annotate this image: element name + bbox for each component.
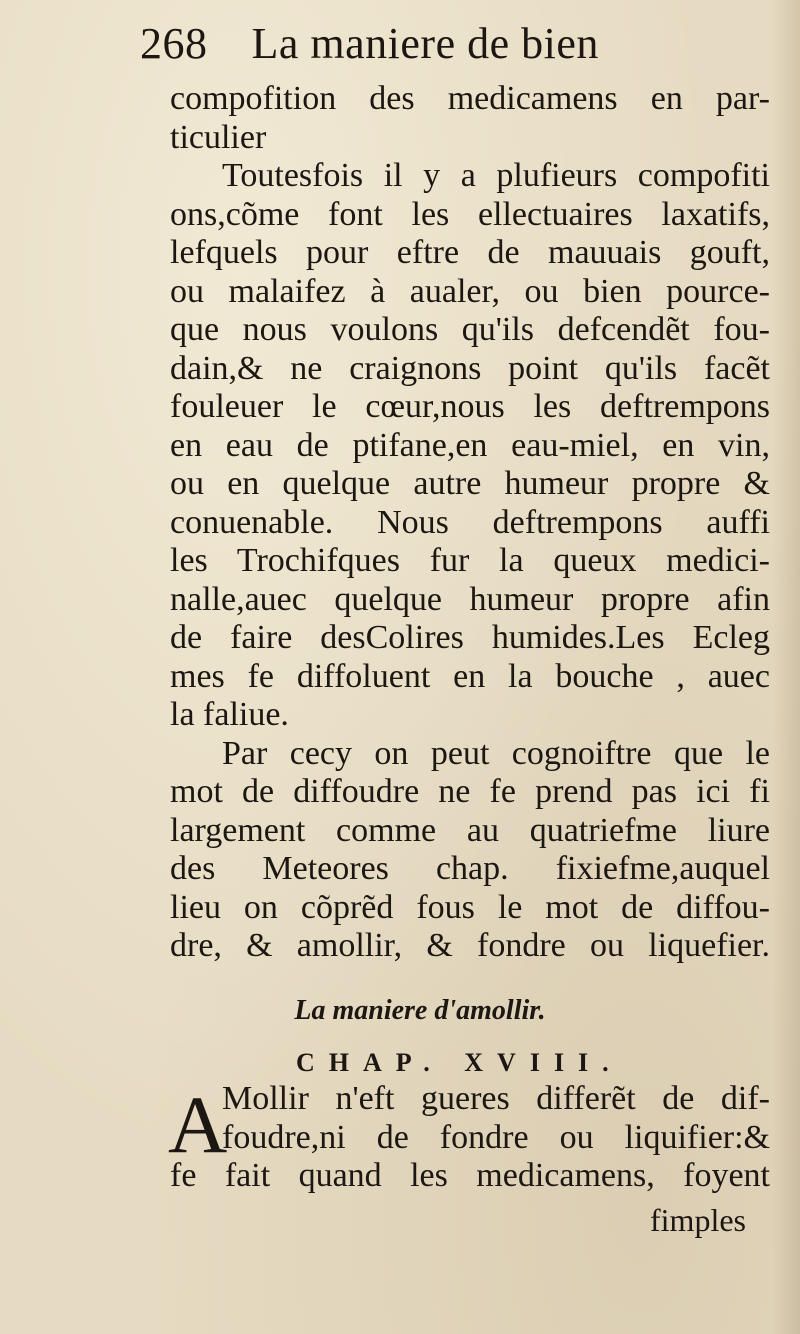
text-line: mes fe diffoluent en la bouche , auec xyxy=(170,657,770,695)
text-line: lieu on cõprẽd fous le mot de diffou- xyxy=(170,888,770,926)
text-line: que nous voulons qu'ils defcendẽt fou- xyxy=(170,311,770,348)
text-line: ou en quelque autre humeur propre & xyxy=(170,465,770,502)
text-line: de faire desColires humides.Les Ecleg xyxy=(170,619,770,656)
chapter-heading: CHAP. XVIII. xyxy=(296,1048,623,1077)
text-line: fouleuer le cœur,nous les deftrempons xyxy=(170,388,770,425)
text-line: en eau de ptifane,en eau-miel, en vin, xyxy=(170,426,770,464)
section-title xyxy=(0,995,800,1027)
text-line: Par cecy on peut cognoiftre que le xyxy=(222,734,770,772)
drop-cap: A xyxy=(168,1079,228,1170)
catchword: fimples xyxy=(650,1202,746,1238)
text-line: fe fait quand les medicamens, foyent xyxy=(170,1157,770,1194)
text-line: foudre,ni de fondre ou liquifier:& xyxy=(222,1118,770,1156)
text-line: les Trochifques fur la queux medici- xyxy=(170,542,770,579)
text-line: ons,cõme font les ellectuaires laxatifs, xyxy=(170,195,770,233)
page-number: 268 xyxy=(140,19,208,68)
text-line: dre, & amollir, & fondre ou liquefier. xyxy=(170,927,770,964)
text-line: ticulier xyxy=(170,118,267,156)
running-title: La maniere de bien xyxy=(251,19,599,68)
text-line: la faliue. xyxy=(170,696,289,733)
text-line: des Meteores chap. fixiefme,auquel xyxy=(170,850,770,887)
text-line: ou malaifez à aualer, ou bien pource- xyxy=(170,272,770,310)
text-line: compofition des medicamens en par- xyxy=(170,80,770,117)
text-line: mot de diffoudre ne fe prend pas ici fi xyxy=(170,773,770,810)
section-title-text: La maniere d'amollir. xyxy=(294,995,546,1026)
text-line: largement comme au quatriefme liure xyxy=(170,811,770,849)
paragraph-main xyxy=(170,80,770,966)
text-line: conuenable. Nous deftrempons auffi xyxy=(170,503,770,541)
text-line: Mollir n'eft gueres differẽt de dif- xyxy=(222,1080,770,1117)
page-header xyxy=(140,18,599,78)
text-line: Toutesfois il y a plufieurs compofiti xyxy=(222,157,770,194)
paragraph-chapter xyxy=(170,1080,770,1196)
text-line: lefquels pour eftre de mauuais gouft, xyxy=(170,234,770,271)
text-line: nalle,auec quelque humeur propre afin xyxy=(170,580,770,618)
text-line: dain,& ne craignons point qu'ils facẽt xyxy=(170,349,770,387)
page-edge-shadow xyxy=(772,0,800,1334)
